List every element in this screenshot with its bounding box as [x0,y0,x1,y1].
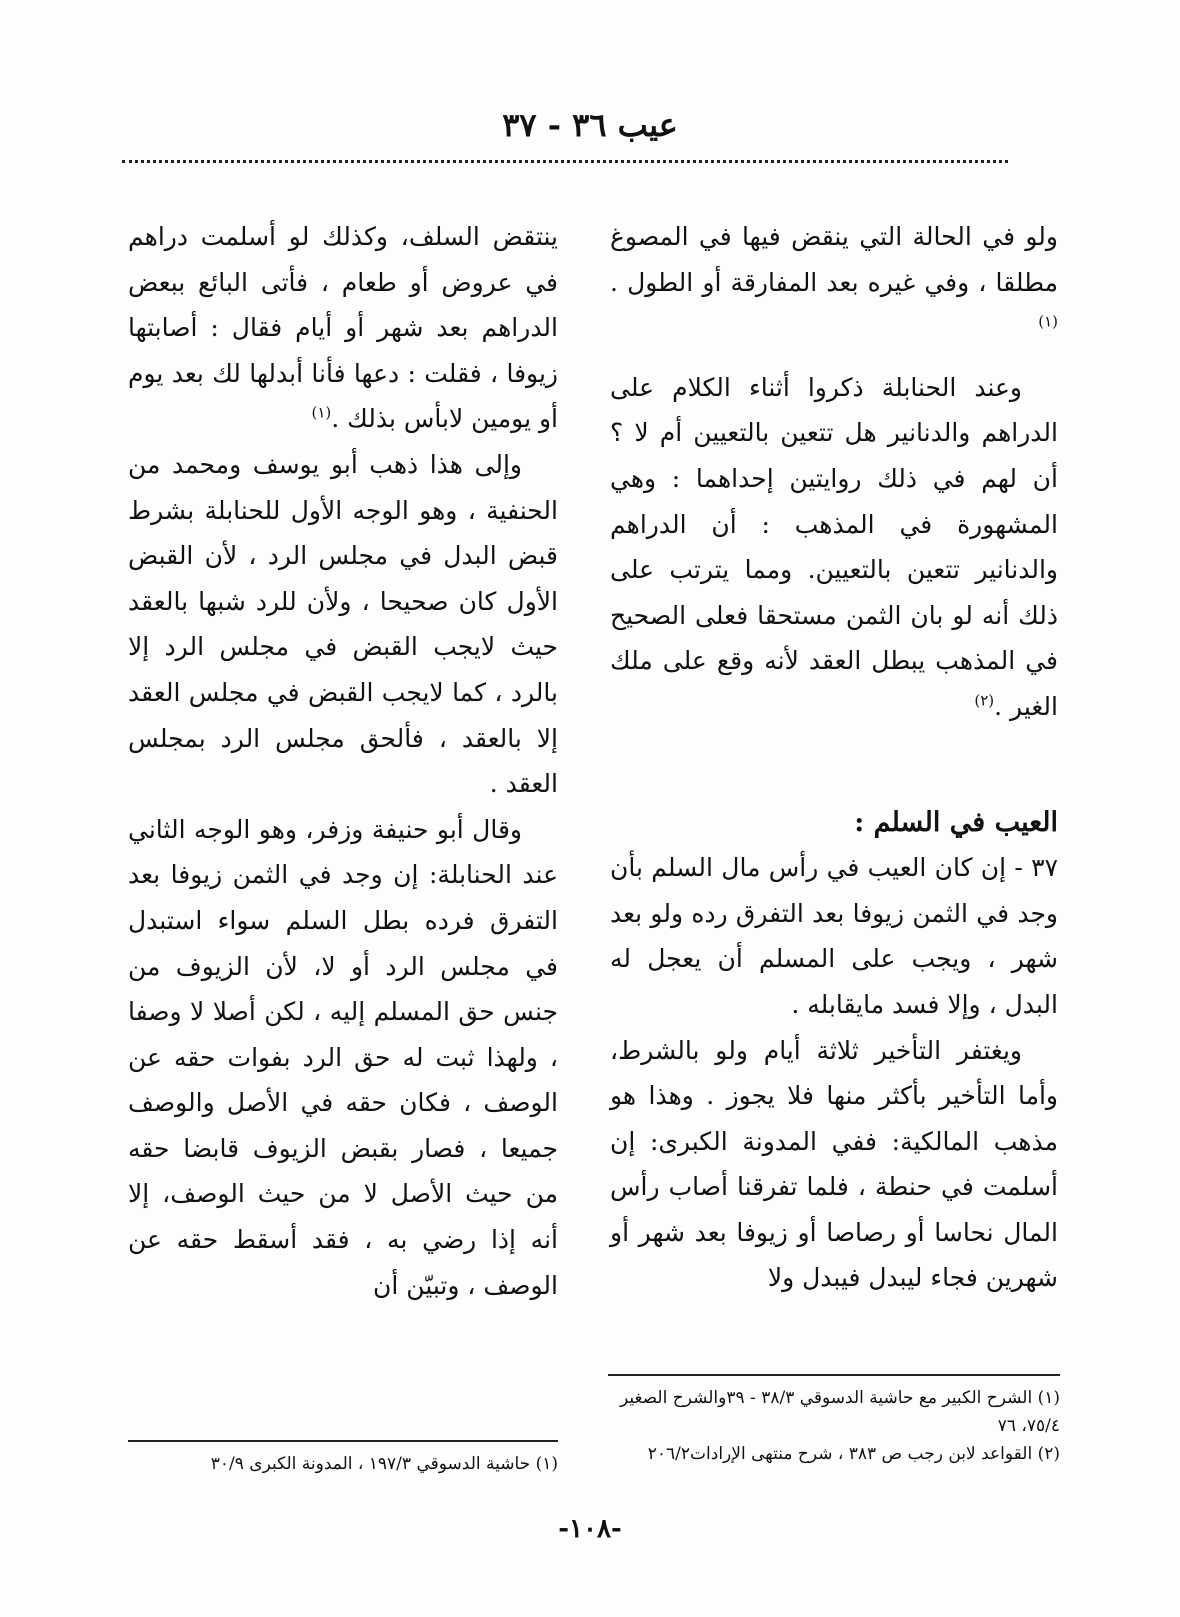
footnote: (٢) القواعد لابن رجب ص ٣٨٣ ، شرح منتهى الإرادات٢٠٦/٢ [647,1444,1060,1464]
footnotes-left [128,1450,558,1478]
page-running-header: عيب ٣٦ - ٣٧ [502,106,678,144]
section-heading: العيب في السلم : [854,806,1058,838]
footnote-divider [128,1440,558,1442]
left-text-column [128,214,558,1308]
footnote-divider [608,1374,1060,1376]
paragraph [610,365,1058,730]
paragraph: ٣٧ - إن كان العيب في رأس مال السلم بأن وجد في الثمن زيوفا بعد التفرق رده ولو بعد شهر ، ويجب على المسلم أن يعجل له البدل ، وإلا فسد مايقابله . [610,853,1058,1019]
paragraph-text: وعند الحنابلة ذكروا أثناء الكلام على الدراهم والدنانير هل تتعين بالتعيين أم لا ؟ أن لهم في ذلك روايتين إحداهما : وهي المشهورة في المذهب : أن الدراهم والدنانير تتعين بالتعيين. ومما يترتب على ذلك أنه لو بان الثمن مستحقا فعلى الصحيح في المذهب يبطل العقد لأنه وقع على ملك الغير . [610,372,1058,721]
footnote-ref: (١) [1038,312,1058,331]
footnote-ref: (١) [311,404,332,423]
header-dotted-divider [122,160,1008,163]
paragraph-text: ينتقض السلف، وكذلك لو أسلمت دراهم في عروض أو طعام ، فأتى البائع ببعض الدراهم بعد شهر أو أيام فقال : أصابتها زيوفا ، فقلت : دعها فأنا أبدلها لك بعد يوم أو يومين لابأس بذلك . [128,222,558,434]
footnote: (١) حاشية الدسوقي ١٩٧/٣ ، المدونة الكبرى ٣٠/٩ [210,1454,558,1474]
footnote: (١) الشرح الكبير مع حاشية الدسوقي ٣٨/٣ - ٣٩والشرح الصغير ٧٥/٤، ٧٦ [619,1388,1060,1436]
paragraph [610,214,1058,351]
paragraph: وإلى هذا ذهب أبو يوسف ومحمد من الحنفية ، وهو الوجه الأول للحنابلة بشرط قبض البدل في مجلس الرد ، لأن القبض الأول كان صحيحا ، ولأن للرد شبها بالعقد حيث لايجب القبض في مجلس الرد إلا بالرد ، كما لايجب القبض في مجلس العقد إلا بالعقد ، فألحق مجلس الرد بمجلس العقد . [128,449,558,799]
footnote-ref: (٢) [974,691,995,710]
paragraph-text: ولو في الحالة التي ينقض فيها في المصوغ مطلقا ، وفي غيره بعد المفارقة أو الطول . [610,222,1058,297]
paragraph [128,214,558,442]
paragraph: ويغتفر التأخير ثلاثة أيام ولو بالشرط، وأما التأخير بأكثر منها فلا يجوز . وهذا هو مذهب المالكية: ففي المدونة الكبرى: إن أسلمت في حنطة ، فلما تفرقنا أصاب رأس المال نحاسا أو رصاصا أو زيوفا بعد شهر أو شهرين فجاء ليبدل فيبدل ولا [610,1035,1058,1293]
footnotes-right [610,1384,1060,1468]
right-text-column [610,214,1058,1301]
paragraph: وقال أبو حنيفة وزفر، وهو الوجه الثاني عند الحنابلة: إن وجد في الثمن زيوفا بعد التفرق فرده بطل السلم سواء استبدل في مجلس الرد أو لا، لأن الزيوف من جنس حق المسلم إليه ، لكن أصلا لا وصفا ، ولهذا ثبت له حق الرد بفوات حقه عن الوصف ، فكان حقه في الأصل والوصف جميعا ، فصار بقبض الزيوف قابضا حقه من حيث الأصل لا من حيث الوصف، إلا أنه إذا رضي به ، فقد أسقط حقه عن الوصف ، وتبيّن أن [128,814,558,1300]
page-number: -١٠٨- [558,1514,622,1544]
